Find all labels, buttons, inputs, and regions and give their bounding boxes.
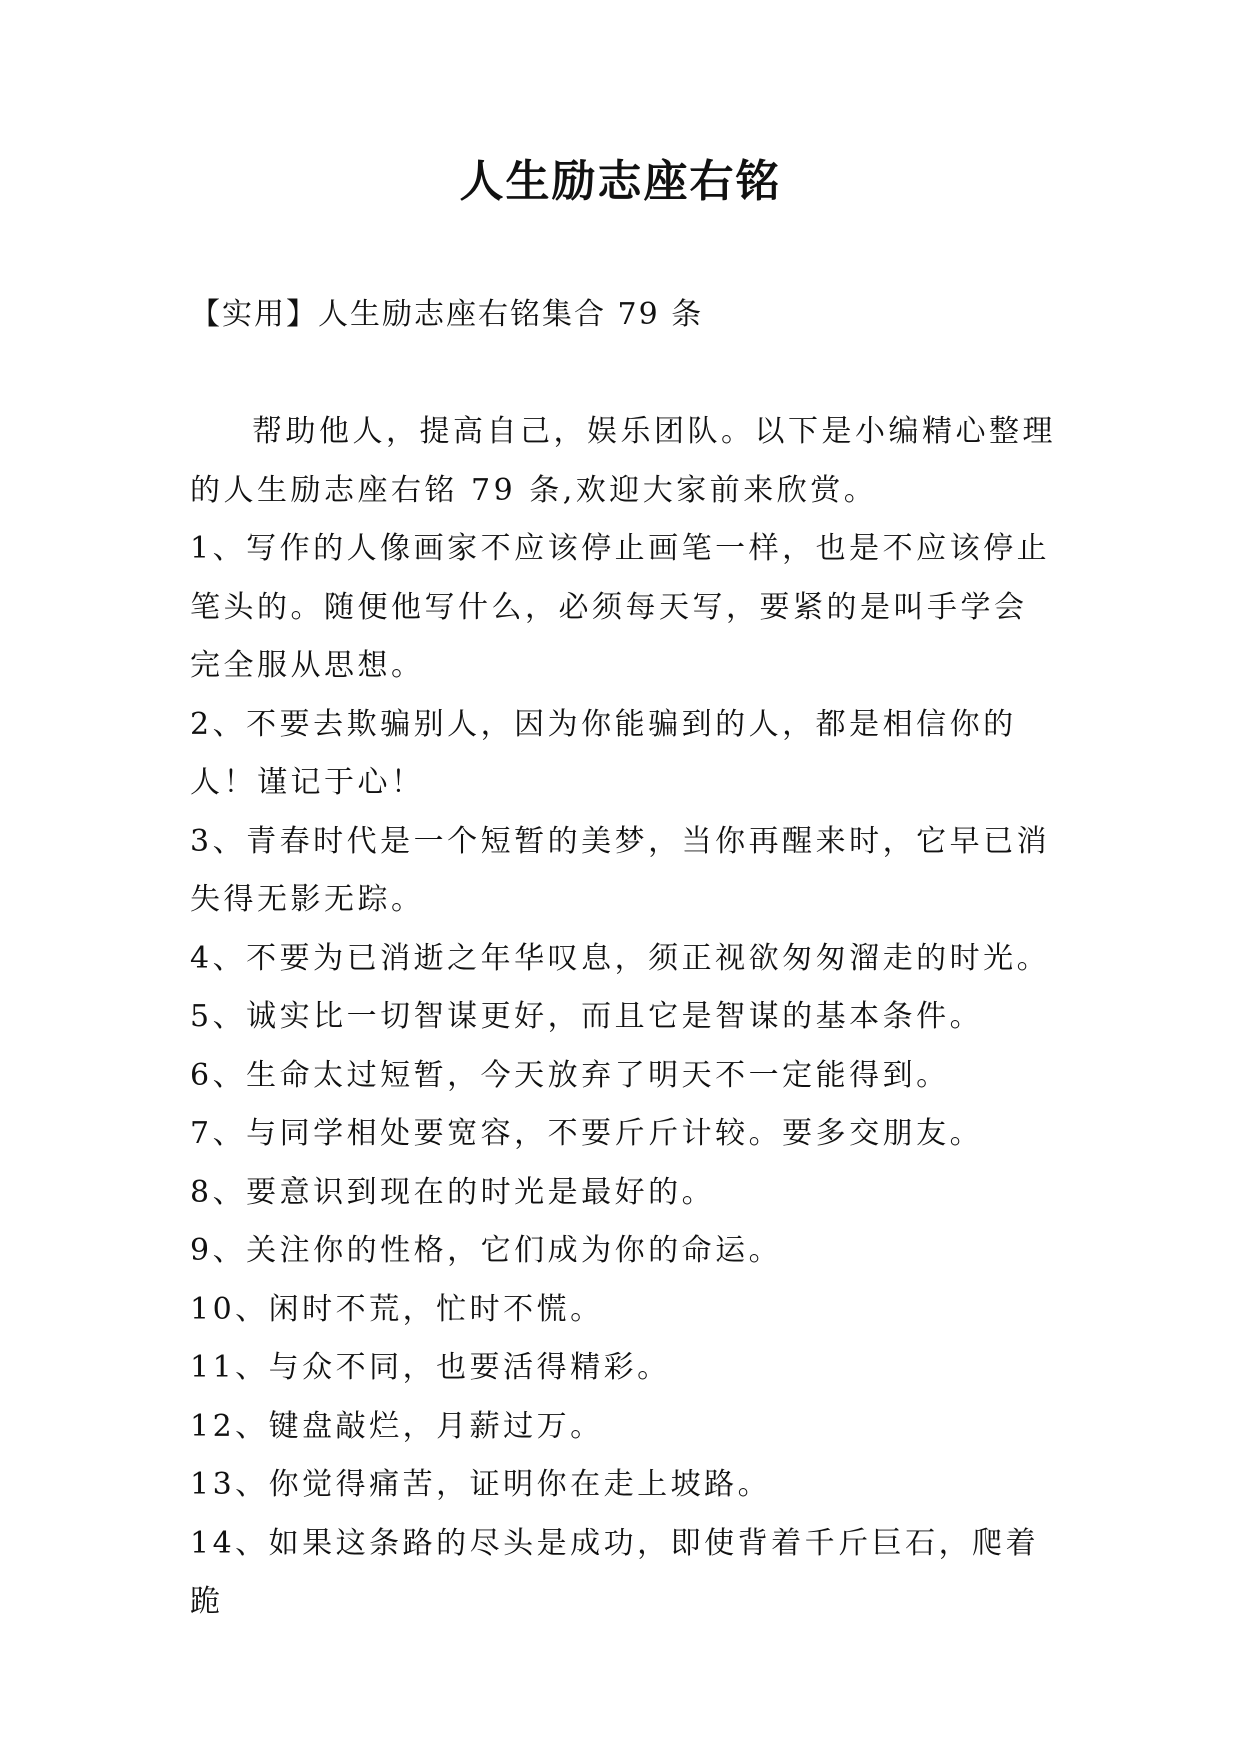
list-item: 14、如果这条路的尽头是成功，即使背着千斤巨石，爬着跪	[190, 1525, 1040, 1619]
list-item: 11、与众不同，也要活得精彩。	[190, 1350, 671, 1385]
list-item: 7、与同学相处要宽容，不要斤斤计较。要多交朋友。	[190, 1116, 984, 1151]
list-item: 1、写作的人像画家不应该停止画笔一样，也是不应该停止笔头的。随便他写什么，必须每天写，要紧的是叫手学会完全服从思想。	[190, 531, 1051, 683]
list-item: 12、键盘敲烂，月薪过万。	[190, 1408, 604, 1444]
list-item: 6、生命太过短暂，今天放弃了明天不一定能得到。	[190, 1057, 950, 1093]
list-item: 9、关注你的性格，它们成为你的命运。	[190, 1233, 783, 1268]
list-item: 2、不要去欺骗别人，因为你能骗到的人，都是相信你的人！谨记于心！	[190, 706, 1017, 800]
document-subtitle: 【实用】人生励志座右铭集合 79 条	[190, 297, 704, 332]
document-body	[190, 403, 1060, 1632]
document-title: 人生励志座右铭	[459, 156, 782, 207]
list-item: 13、你觉得痛苦，证明你在走上坡路。	[190, 1467, 772, 1502]
list-item: 4、不要为已消逝之年华叹息，须正视欲匆匆溜走的时光。	[190, 940, 1051, 976]
list-item: 10、闲时不荒，忙时不慌。	[190, 1291, 604, 1327]
list-item: 5、诚实比一切智谋更好，而且它是智谋的基本条件。	[190, 999, 984, 1034]
intro-paragraph: 帮助他人，提高自己，娱乐团队。以下是小编精心整理的人生励志座右铭 79 条,欢迎大家前来欣赏。	[190, 414, 1056, 508]
list-item: 3、青春时代是一个短暂的美梦，当你再醒来时，它早已消失得无影无踪。	[190, 823, 1051, 917]
list-item: 8、要意识到现在的时光是最好的。	[190, 1174, 716, 1210]
